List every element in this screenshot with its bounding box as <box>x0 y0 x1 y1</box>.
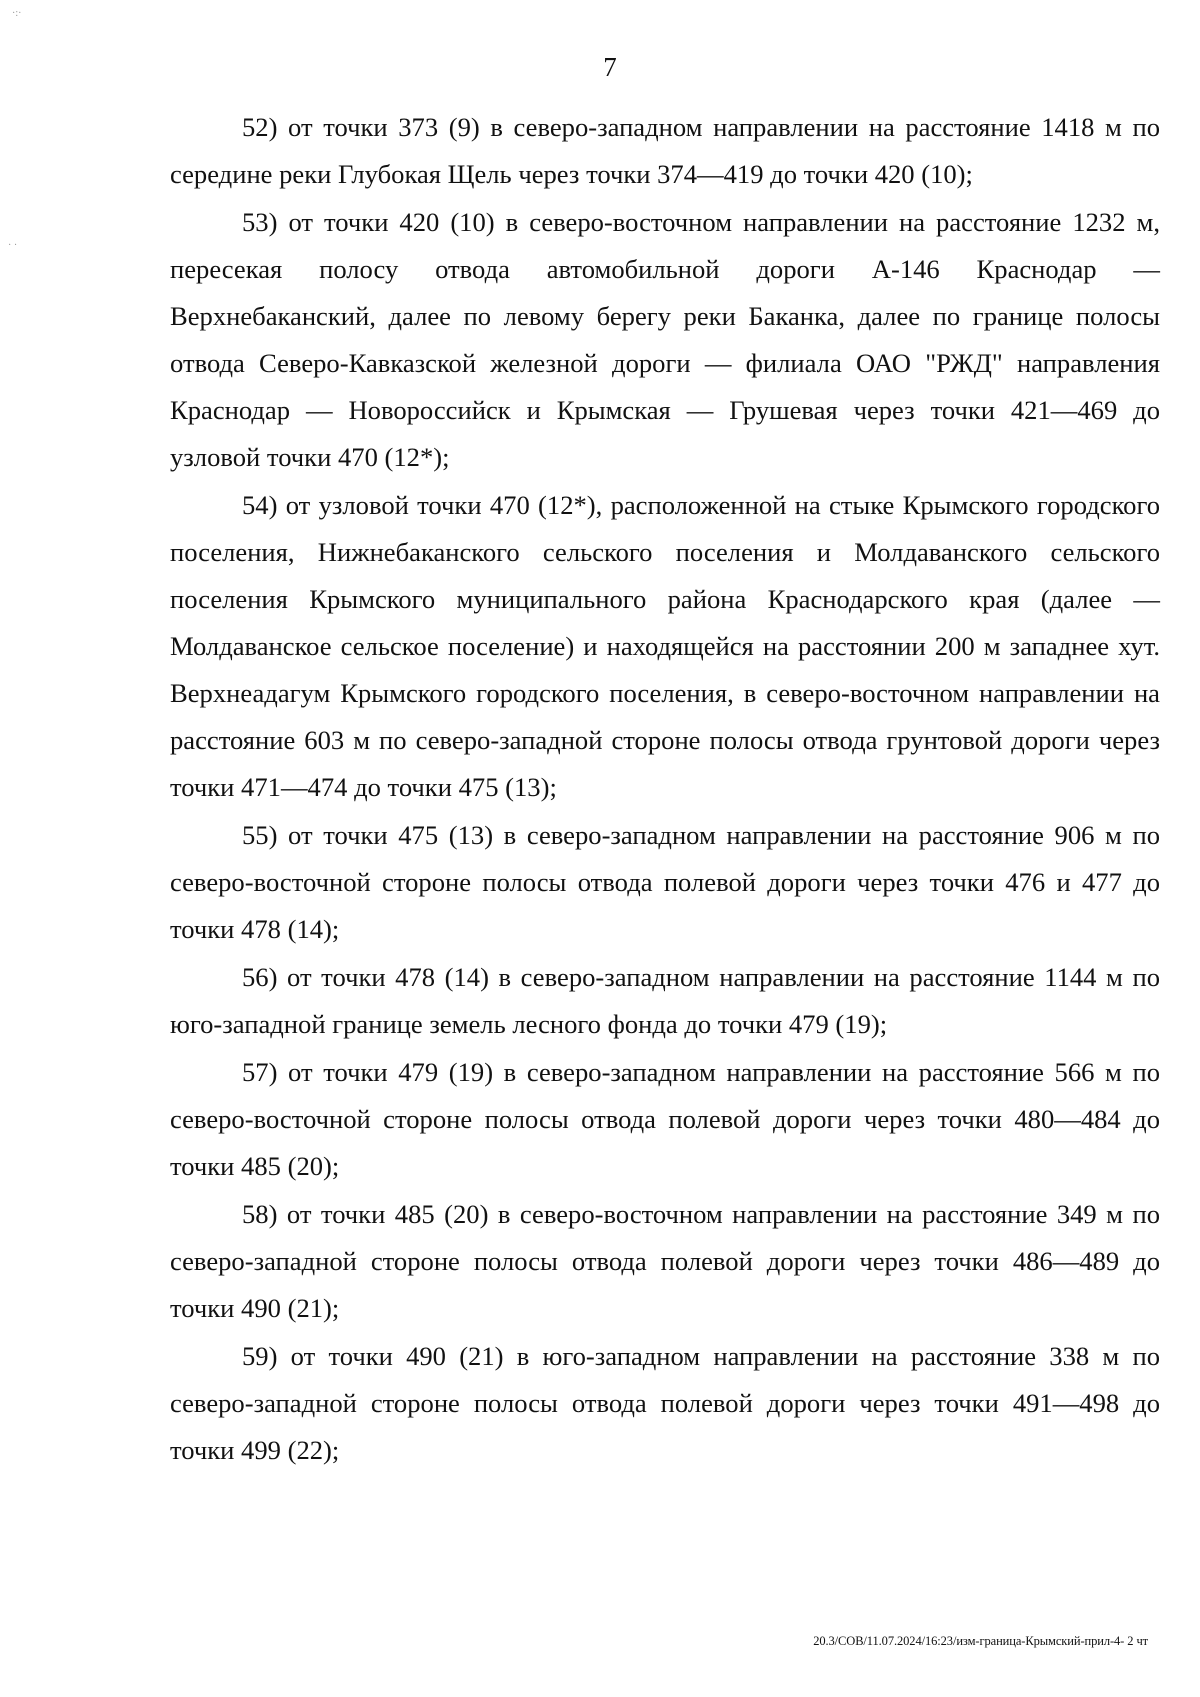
paragraph-56: 56) от точки 478 (14) в северо-западном направлении на расстояние 1144 м по юго-западной границе земель лесного фонда до точки 479 (19); <box>170 962 1160 1039</box>
scan-artifact-top: ·:· <box>12 8 22 19</box>
paragraph-53: 53) от точки 420 (10) в северо-восточном направлении на расстояние 1232 м, пересекая полосу отвода автомобильной дороги А-146 Краснодар — Верхнебаканский, далее по левому берегу реки Баканка, далее по границе полосы отвода Северо-Кавказской железной дороги — филиала ОАО "РЖД" направления Краснодар — Новороссийск и Крымская — Грушевая через точки 421—469 до узловой точки 470 (12*); <box>170 207 1160 472</box>
paragraph-58: 58) от точки 485 (20) в северо-восточном направлении на расстояние 349 м по северо-западной стороне полосы отвода полевой дороги через точки 486—489 до точки 490 (21); <box>170 1199 1160 1323</box>
page-number: 7 <box>603 52 617 82</box>
document-body <box>170 104 1160 1475</box>
document-footer-code: 20.3/СОВ/11.07.2024/16:23/изм-граница-Крымский-прил-4- 2 чт <box>813 1634 1148 1648</box>
scan-artifact-margin: · · <box>8 240 18 251</box>
paragraph-55: 55) от точки 475 (13) в северо-западном направлении на расстояние 906 м по северо-восточной стороне полосы отвода полевой дороги через точки 476 и 477 до точки 478 (14); <box>170 820 1160 944</box>
paragraph-52: 52) от точки 373 (9) в северо-западном направлении на расстояние 1418 м по середине реки Глубокая Щель через точки 374—419 до точки 420 (10); <box>170 112 1160 189</box>
paragraph-59: 59) от точки 490 (21) в юго-западном направлении на расстояние 338 м по северо-западной стороне полосы отвода полевой дороги через точки 491—498 до точки 499 (22); <box>170 1341 1160 1465</box>
paragraph-54: 54) от узловой точки 470 (12*), расположенной на стыке Крымского городского поселения, Нижнебаканского сельского поселения и Молдаванского сельского поселения Крымского муниципального района Краснодарского края (далее — Молдаванское сельское поселение) и находящейся на расстоянии 200 м западнее хут. Верхнеадагум Крымского городского поселения, в северо-восточном направлении на расстояние 603 м по северо-западной стороне полосы отвода грунтовой дороги через точки 471—474 до точки 475 (13); <box>170 490 1160 802</box>
paragraph-57: 57) от точки 479 (19) в северо-западном направлении на расстояние 566 м по северо-восточной стороне полосы отвода полевой дороги через точки 480—484 до точки 485 (20); <box>170 1057 1160 1181</box>
